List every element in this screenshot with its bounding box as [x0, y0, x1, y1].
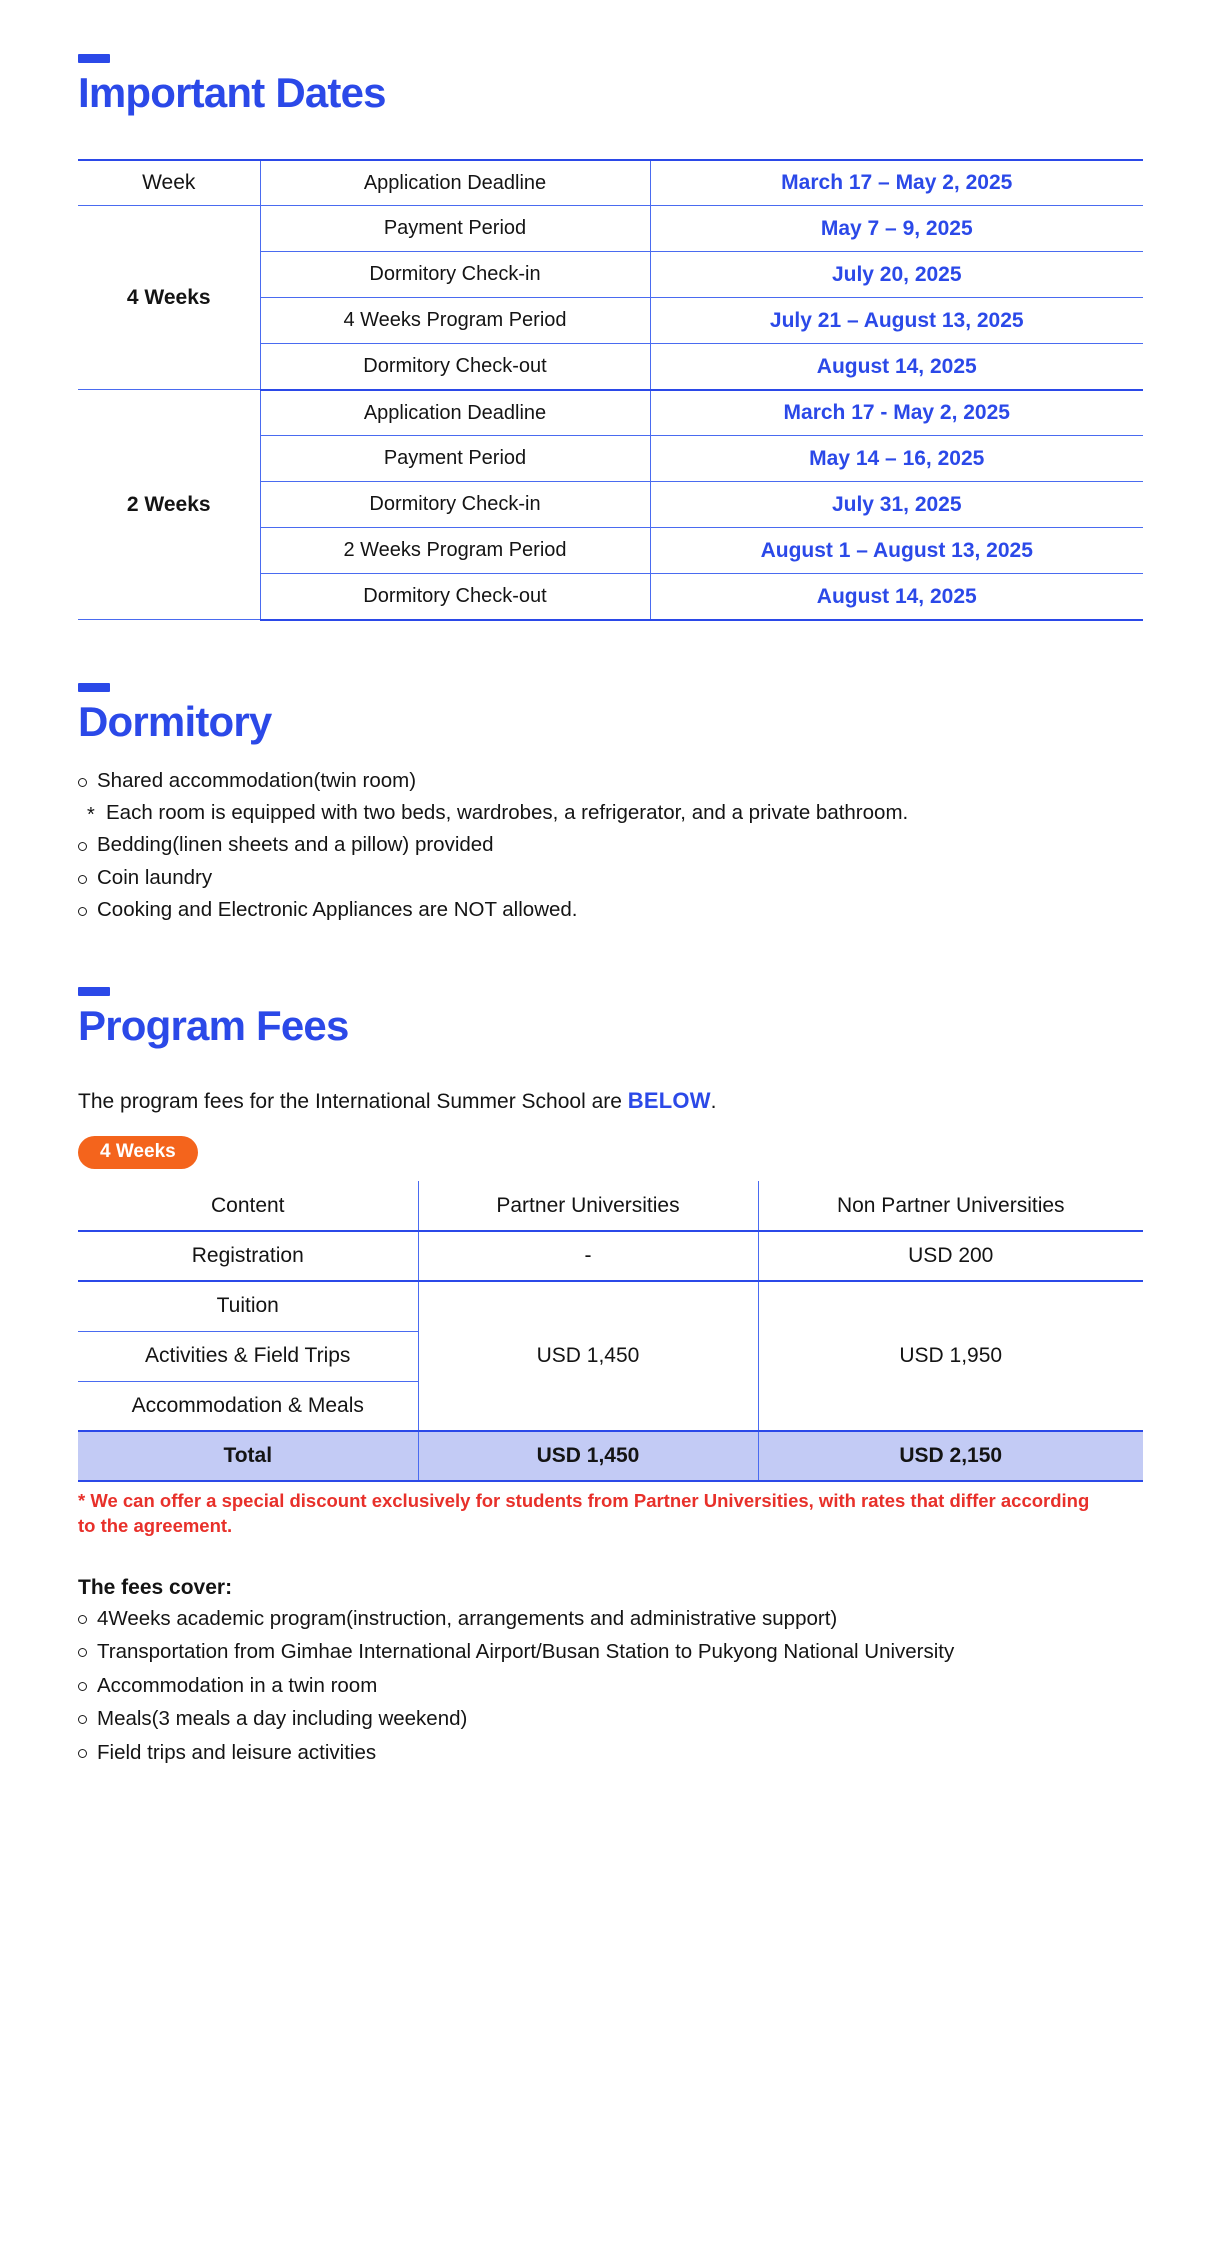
section-dash-icon: [78, 987, 110, 996]
fees-row-label: Tuition: [78, 1281, 418, 1331]
dates-col-header-value: March 17 – May 2, 2025: [650, 160, 1143, 206]
dates-item-label: Application Deadline: [260, 390, 650, 436]
dates-group-label-4weeks: 4 Weeks: [78, 206, 260, 390]
list-item: Accommodation in a twin room: [78, 1671, 1143, 1701]
fees-value-partner-merged: USD 1,450: [418, 1281, 758, 1431]
list-item: 4Weeks academic program(instruction, arrangements and administrative support): [78, 1604, 1143, 1634]
dates-item-label: 4 Weeks Program Period: [260, 298, 650, 344]
table-row: [78, 1281, 1143, 1331]
fees-header-non-partner: Non Partner Universities: [758, 1181, 1143, 1231]
dates-item-label: Dormitory Check-out: [260, 344, 650, 390]
fees-header-partner: Partner Universities: [418, 1181, 758, 1231]
fees-row-label: Activities & Field Trips: [78, 1331, 418, 1381]
dates-item-value: August 14, 2025: [650, 344, 1143, 390]
section-program-fees: [78, 987, 1143, 1048]
program-fees-table: [78, 1181, 1143, 1482]
list-item: Field trips and leisure activities: [78, 1738, 1143, 1768]
fees-value-non-partner: USD 200: [758, 1231, 1143, 1281]
intro-highlight-below: BELOW: [627, 1088, 711, 1114]
list-item: Coin laundry: [78, 863, 1143, 893]
dates-item-value: July 21 – August 13, 2025: [650, 298, 1143, 344]
table-row: [78, 1231, 1143, 1281]
dates-item-value: March 17 - May 2, 2025: [650, 390, 1143, 436]
dates-item-label: Dormitory Check-in: [260, 252, 650, 298]
fees-value-non-partner-merged: USD 1,950: [758, 1281, 1143, 1431]
fees-total-partner: USD 1,450: [418, 1431, 758, 1481]
fees-cover-heading: The fees cover:: [78, 1575, 233, 1599]
table-row: [78, 390, 1143, 436]
fees-cover-list: [78, 1604, 1143, 1768]
document-page: [0, 54, 1221, 2259]
dates-item-value: July 20, 2025: [650, 252, 1143, 298]
list-item: Transportation from Gimhae International Airport/Busan Station to Pukyong National University: [78, 1637, 1143, 1667]
dates-item-label: Payment Period: [260, 206, 650, 252]
table-row: [78, 206, 1143, 252]
list-item: Meals(3 meals a day including weekend): [78, 1704, 1143, 1734]
section-dash-icon: [78, 54, 110, 63]
program-fees-disclaimer: * We can offer a special discount exclusively for students from Partner Universities, with rates that differ according to the agreement.: [78, 1490, 1090, 1536]
page-title-dormitory: Dormitory: [78, 697, 272, 745]
intro-text-before: The program fees for the International Summer School are: [78, 1090, 628, 1114]
list-item: Cooking and Electronic Appliances are NOT allowed.: [78, 895, 1143, 925]
dates-item-value: May 7 – 9, 2025: [650, 206, 1143, 252]
dates-item-label: Dormitory Check-in: [260, 482, 650, 528]
page-title-program-fees: Program Fees: [78, 1002, 349, 1050]
section-dormitory: [78, 683, 1143, 744]
dates-item-label: Dormitory Check-out: [260, 574, 650, 620]
fees-total-label: Total: [78, 1431, 418, 1481]
table-row: [78, 160, 1143, 206]
table-row: [78, 1181, 1143, 1231]
section-dash-icon: [78, 683, 110, 692]
fees-total-non-partner: USD 2,150: [758, 1431, 1143, 1481]
section-important-dates: [78, 54, 1143, 115]
list-item: Shared accommodation(twin room): [78, 766, 1143, 796]
dates-item-value: July 31, 2025: [650, 482, 1143, 528]
dates-item-label: Payment Period: [260, 436, 650, 482]
fees-header-content: Content: [78, 1181, 418, 1231]
fees-value-partner: -: [418, 1231, 758, 1281]
dates-item-value: May 14 – 16, 2025: [650, 436, 1143, 482]
program-fees-intro: [78, 1088, 1143, 1114]
intro-text-after: .: [710, 1090, 717, 1114]
fees-row-label: Accommodation & Meals: [78, 1381, 418, 1431]
status-badge-4weeks: 4 Weeks: [78, 1136, 198, 1169]
table-row-total: [78, 1431, 1143, 1481]
dates-col-header-item: Application Deadline: [260, 160, 650, 206]
dormitory-bullet-list: [78, 766, 1143, 926]
list-item: Bedding(linen sheets and a pillow) provided: [78, 830, 1143, 860]
dates-col-header-week: Week: [78, 160, 260, 206]
list-item-note: * Each room is equipped with two beds, wardrobes, a refrigerator, and a private bathroom.: [78, 798, 1143, 828]
dates-item-value: August 1 – August 13, 2025: [650, 528, 1143, 574]
dates-group-label-2weeks: 2 Weeks: [78, 390, 260, 620]
important-dates-table-wrapper: [78, 159, 1143, 621]
fees-row-label: Registration: [78, 1231, 418, 1281]
important-dates-table: [78, 159, 1143, 621]
page-title-important-dates: Important Dates: [78, 69, 386, 116]
dates-item-label: 2 Weeks Program Period: [260, 528, 650, 574]
dates-item-value: August 14, 2025: [650, 574, 1143, 620]
